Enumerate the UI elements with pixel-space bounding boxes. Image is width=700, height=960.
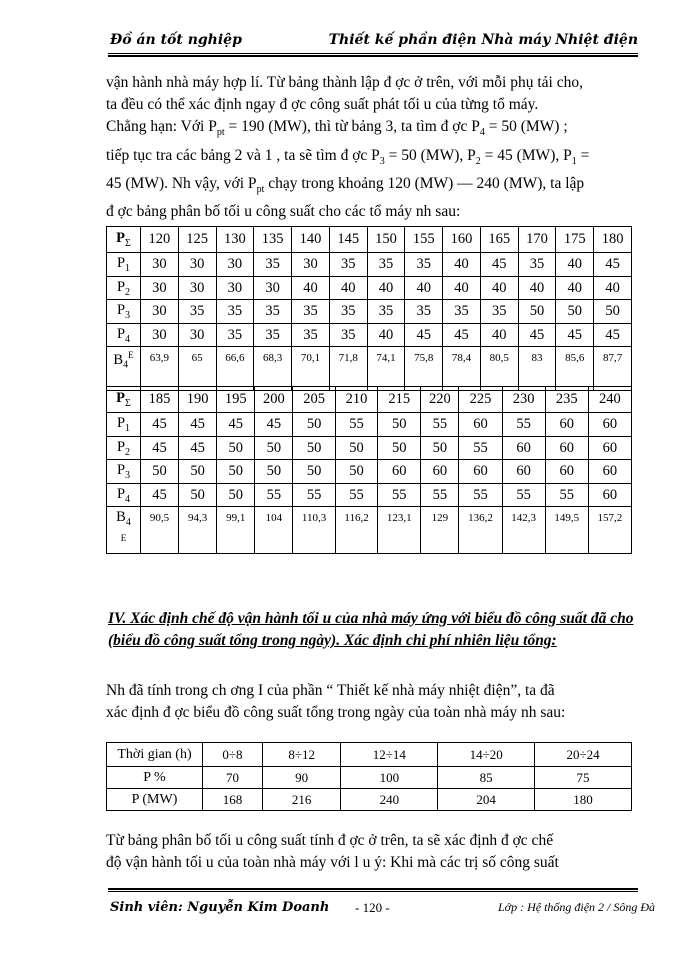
table-cell: 30 xyxy=(178,253,216,277)
intro-line-3: Chẳng hạn: Với $P_{pt} = 190$ (MW), thì từ bảng 3, ta tìm đ ợc $P_4 = 50$ (MW) ; xyxy=(106,118,568,139)
table-cell: 35 xyxy=(254,253,292,277)
table-header: Thời gian (h) xyxy=(107,743,203,767)
table-cell: 35 xyxy=(518,253,556,277)
table-cell: 55 xyxy=(459,437,502,460)
table-cell: 40 xyxy=(480,324,518,347)
table-cell: 60 xyxy=(421,460,459,484)
table-cell: 45 xyxy=(594,253,632,277)
table-cell: 45 xyxy=(480,253,518,277)
table-cell: 35 xyxy=(329,324,367,347)
table-cell: 45 xyxy=(556,324,594,347)
table-row xyxy=(107,277,632,300)
table-cell: 50 xyxy=(255,460,293,484)
table-cell: 160 xyxy=(443,227,481,253)
table-cell: 40 xyxy=(594,277,632,300)
table-cell: 85 xyxy=(438,767,535,789)
page-number: - 120 - xyxy=(355,900,390,915)
intro-line-4: tiếp tục tra các bảng 2 và 1 , ta sẽ tìm đ ợc $P_3 = 50$ (MW), $P_2 = 45$ (MW), $P_1$ = xyxy=(106,146,590,167)
table-cell: 45 xyxy=(141,484,179,507)
table-cell: 210 xyxy=(335,387,377,413)
section-line-2: xác định đ ợc biểu đồ công suất tổng trong ngày của toàn nhà máy nh sau: xyxy=(106,704,566,722)
table-cell: 45 xyxy=(518,324,556,347)
table-cell: 50 xyxy=(421,437,459,460)
table-cell: 50 xyxy=(556,300,594,324)
table-cell: 155 xyxy=(405,227,443,253)
load-table xyxy=(106,742,632,811)
table-cell: 116,2 xyxy=(335,507,377,554)
table-cell: 100 xyxy=(341,767,438,789)
table-cell: 216 xyxy=(262,789,340,811)
table-header: 14÷20 xyxy=(438,743,535,767)
table-row xyxy=(107,789,632,811)
table-cell: 40 xyxy=(443,253,481,277)
table-cell: 50 xyxy=(335,437,377,460)
row-label-p1: $P_1$ xyxy=(107,253,141,277)
table-cell: 45 xyxy=(594,324,632,347)
table-cell: 35 xyxy=(254,324,292,347)
row-label-p3: $P_3$ xyxy=(107,460,141,484)
table-cell: 70 xyxy=(203,767,263,789)
table-cell: 65 xyxy=(178,347,216,391)
table-cell: 60 xyxy=(588,460,631,484)
row-label-psum: $P_\Sigma$ xyxy=(107,387,141,413)
table-cell: 35 xyxy=(216,300,254,324)
table-cell: 45 xyxy=(217,413,255,437)
table-cell: 99,1 xyxy=(217,507,255,554)
table-header: 12÷14 xyxy=(341,743,438,767)
table-cell: 45 xyxy=(405,324,443,347)
table-cell: 120 xyxy=(141,227,179,253)
table-cell: 50 xyxy=(378,413,421,437)
table-cell: 215 xyxy=(378,387,421,413)
intro-line-6: đ ợc bảng phân bố tối u công suất cho các tổ máy nh sau: xyxy=(106,203,461,221)
table-cell: 40 xyxy=(556,253,594,277)
table-cell: 40 xyxy=(556,277,594,300)
table-cell: 55 xyxy=(255,484,293,507)
table-cell: P % xyxy=(107,767,203,789)
table-row xyxy=(107,767,632,789)
table-cell: 50 xyxy=(518,300,556,324)
table-cell: 110,3 xyxy=(293,507,335,554)
footer-left: Sinh viên: Nguyễn Kim Doanh xyxy=(110,900,330,915)
table-row xyxy=(107,253,632,277)
header-rule xyxy=(108,53,638,57)
table-cell: 50 xyxy=(217,484,255,507)
table-cell: 30 xyxy=(178,277,216,300)
table-cell: 150 xyxy=(367,227,405,253)
table-cell: 200 xyxy=(255,387,293,413)
table-cell: 240 xyxy=(341,789,438,811)
closing-line-2: độ vận hành tối u của toàn nhà máy với l u ý: Khi mà các trị số công suất xyxy=(106,854,559,872)
row-label-psum: $P_\Sigma$ xyxy=(107,227,141,253)
table-header: 0÷8 xyxy=(203,743,263,767)
table-cell: 195 xyxy=(217,387,255,413)
table-cell: 170 xyxy=(518,227,556,253)
table-cell: 50 xyxy=(335,460,377,484)
table-cell: 142,3 xyxy=(502,507,545,554)
table-cell: 60 xyxy=(588,437,631,460)
table-cell: 60 xyxy=(545,437,588,460)
table-cell: 45 xyxy=(179,437,217,460)
table-header: 8÷12 xyxy=(262,743,340,767)
table-cell: 60 xyxy=(502,460,545,484)
table-cell: 35 xyxy=(367,300,405,324)
table-row xyxy=(107,484,632,507)
table-cell: 40 xyxy=(292,277,330,300)
table-cell: 40 xyxy=(443,277,481,300)
table-cell: 230 xyxy=(502,387,545,413)
table-cell: 35 xyxy=(480,300,518,324)
table-cell: 30 xyxy=(292,253,330,277)
table-cell: 30 xyxy=(141,277,179,300)
table-cell: 70,1 xyxy=(292,347,330,391)
table-cell: 235 xyxy=(545,387,588,413)
table-cell: 35 xyxy=(216,324,254,347)
table-cell: 60 xyxy=(459,460,502,484)
table-cell: 135 xyxy=(254,227,292,253)
table-cell: 50 xyxy=(217,460,255,484)
table-cell: 30 xyxy=(141,300,179,324)
table-cell: 149,5 xyxy=(545,507,588,554)
table-cell: 40 xyxy=(329,277,367,300)
table-cell: 180 xyxy=(535,789,632,811)
section-heading: IV. Xác định chế độ vận hành tối u của nhà máy ứng với biểu đồ công suất đã cho (biểu đồ công suất tổng trong ngày). Xác định chi phí nhiên liệu tổng: xyxy=(108,610,634,649)
table-cell: 83 xyxy=(518,347,556,391)
table-cell: 63,9 xyxy=(141,347,179,391)
table-cell: 168 xyxy=(203,789,263,811)
row-label-p2: $P_2$ xyxy=(107,437,141,460)
row-label-p3: $P_3$ xyxy=(107,300,141,324)
table-cell: 50 xyxy=(594,300,632,324)
table-row xyxy=(107,460,632,484)
table-cell: 60 xyxy=(502,437,545,460)
table-row xyxy=(107,507,632,554)
table-cell: 55 xyxy=(502,484,545,507)
table-cell: 55 xyxy=(502,413,545,437)
table-cell: 205 xyxy=(293,387,335,413)
table-cell: 50 xyxy=(179,484,217,507)
table-cell: 45 xyxy=(255,413,293,437)
table-cell: 75 xyxy=(535,767,632,789)
table-cell: 60 xyxy=(378,460,421,484)
table-cell: 55 xyxy=(459,484,502,507)
table-cell: 66,6 xyxy=(216,347,254,391)
table-cell: 157,2 xyxy=(588,507,631,554)
intro-paragraph xyxy=(106,72,644,224)
table-cell: 35 xyxy=(443,300,481,324)
table-cell: 55 xyxy=(293,484,335,507)
table-cell: P (MW) xyxy=(107,789,203,811)
table-cell: 55 xyxy=(421,413,459,437)
table-cell: 180 xyxy=(594,227,632,253)
table-cell: 140 xyxy=(292,227,330,253)
row-label-b4: $B_4^E$ xyxy=(107,347,141,391)
table-cell: 55 xyxy=(378,484,421,507)
row-label-p4: $P_4$ xyxy=(107,484,141,507)
table-cell: 30 xyxy=(141,324,179,347)
table-cell: 55 xyxy=(421,484,459,507)
table-cell: 60 xyxy=(588,413,631,437)
table-cell: 60 xyxy=(545,460,588,484)
distribution-table-2 xyxy=(106,386,632,554)
table-cell: 35 xyxy=(178,300,216,324)
table-cell: 30 xyxy=(254,277,292,300)
table-cell: 225 xyxy=(459,387,502,413)
table-cell: 78,4 xyxy=(443,347,481,391)
table-cell: 71,8 xyxy=(329,347,367,391)
table-cell: 104 xyxy=(255,507,293,554)
table-cell: 40 xyxy=(367,324,405,347)
table-cell: 74,1 xyxy=(367,347,405,391)
table-row xyxy=(107,437,632,460)
table-cell: 90 xyxy=(262,767,340,789)
table-cell: 45 xyxy=(141,413,179,437)
table-cell: 220 xyxy=(421,387,459,413)
table-cell: 68,3 xyxy=(254,347,292,391)
closing-paragraph xyxy=(106,830,644,874)
table-cell: 35 xyxy=(254,300,292,324)
table-cell: 30 xyxy=(216,277,254,300)
table-cell: 45 xyxy=(443,324,481,347)
table-cell: 35 xyxy=(329,253,367,277)
table-cell: 50 xyxy=(378,437,421,460)
intro-line-5: 45 (MW). Nh vậy, với $P_{pt}$ chạy trong khoảng 120 (MW) — 240 (MW), ta lập xyxy=(106,175,585,196)
header-right: Thiết kế phần điện Nhà máy Nhiệt điện xyxy=(328,32,638,48)
table-cell: 80,5 xyxy=(480,347,518,391)
table-cell: 55 xyxy=(335,484,377,507)
table-row xyxy=(107,743,632,767)
table-cell: 60 xyxy=(588,484,631,507)
intro-line-1: vận hành nhà máy hợp lí. Từ bảng thành lập đ ợc ở trên, với mỗi phụ tải cho, xyxy=(106,74,583,91)
table-cell: 50 xyxy=(255,437,293,460)
table-cell: 50 xyxy=(293,437,335,460)
row-label-b4: $B_4$ E xyxy=(107,507,141,554)
table-cell: 50 xyxy=(179,460,217,484)
table-cell: 136,2 xyxy=(459,507,502,554)
table-cell: 30 xyxy=(141,253,179,277)
table-cell: 90,5 xyxy=(141,507,179,554)
table-cell: 190 xyxy=(179,387,217,413)
table-cell: 30 xyxy=(178,324,216,347)
table-cell: 35 xyxy=(329,300,367,324)
table-row xyxy=(107,387,632,413)
table-cell: 35 xyxy=(292,324,330,347)
table-cell: 40 xyxy=(405,277,443,300)
table-cell: 40 xyxy=(518,277,556,300)
table-cell: 125 xyxy=(178,227,216,253)
table-cell: 50 xyxy=(293,460,335,484)
row-label-p1: $P_1$ xyxy=(107,413,141,437)
table-cell: 175 xyxy=(556,227,594,253)
table-row xyxy=(107,347,632,391)
table-cell: 85,6 xyxy=(556,347,594,391)
row-label-p4: $P_4$ xyxy=(107,324,141,347)
table-cell: 145 xyxy=(329,227,367,253)
table-cell: 123,1 xyxy=(378,507,421,554)
table-cell: 35 xyxy=(405,300,443,324)
table-cell: 50 xyxy=(141,460,179,484)
table-cell: 165 xyxy=(480,227,518,253)
section-line-1: Nh đã tính trong ch ơng I của phần “ Thiết kế nhà máy nhiệt điện”, ta đã xyxy=(106,682,555,699)
table-cell: 87,7 xyxy=(594,347,632,391)
table-row xyxy=(107,227,632,253)
table-cell: 94,3 xyxy=(179,507,217,554)
footer-rule xyxy=(108,888,638,892)
section-paragraph xyxy=(106,680,644,724)
table-cell: 55 xyxy=(545,484,588,507)
table-row xyxy=(107,300,632,324)
table-cell: 60 xyxy=(459,413,502,437)
table-cell: 240 xyxy=(588,387,631,413)
table-cell: 30 xyxy=(216,253,254,277)
table-cell: 130 xyxy=(216,227,254,253)
footer-right: Lớp : Hệ thống điện 2 / Sông Đà xyxy=(498,900,656,914)
table-row xyxy=(107,324,632,347)
table-cell: 40 xyxy=(480,277,518,300)
table-cell: 45 xyxy=(141,437,179,460)
table-cell: 40 xyxy=(367,277,405,300)
table-cell: 35 xyxy=(367,253,405,277)
table-header: 20÷24 xyxy=(535,743,632,767)
header-left: Đồ án tốt nghiệp xyxy=(110,32,242,48)
table-cell: 35 xyxy=(405,253,443,277)
table-cell: 50 xyxy=(217,437,255,460)
row-label-p2: $P_2$ xyxy=(107,277,141,300)
closing-line-1: Từ bảng phân bố tối u công suất tính đ ợc ở trên, ta sẽ xác định đ ợc chế xyxy=(106,832,554,849)
table-cell: 35 xyxy=(292,300,330,324)
table-cell: 185 xyxy=(141,387,179,413)
table-cell: 75,8 xyxy=(405,347,443,391)
intro-line-2: ta đều có thể xác định ngay đ ợc công suất phát tối u của từng tổ máy. xyxy=(106,96,539,114)
table-cell: 204 xyxy=(438,789,535,811)
page-header xyxy=(108,30,638,54)
table-row xyxy=(107,413,632,437)
table-cell: 60 xyxy=(545,413,588,437)
distribution-table-1 xyxy=(106,226,632,391)
table-cell: 50 xyxy=(293,413,335,437)
table-cell: 55 xyxy=(335,413,377,437)
table-cell: 45 xyxy=(179,413,217,437)
table-cell: 129 xyxy=(421,507,459,554)
